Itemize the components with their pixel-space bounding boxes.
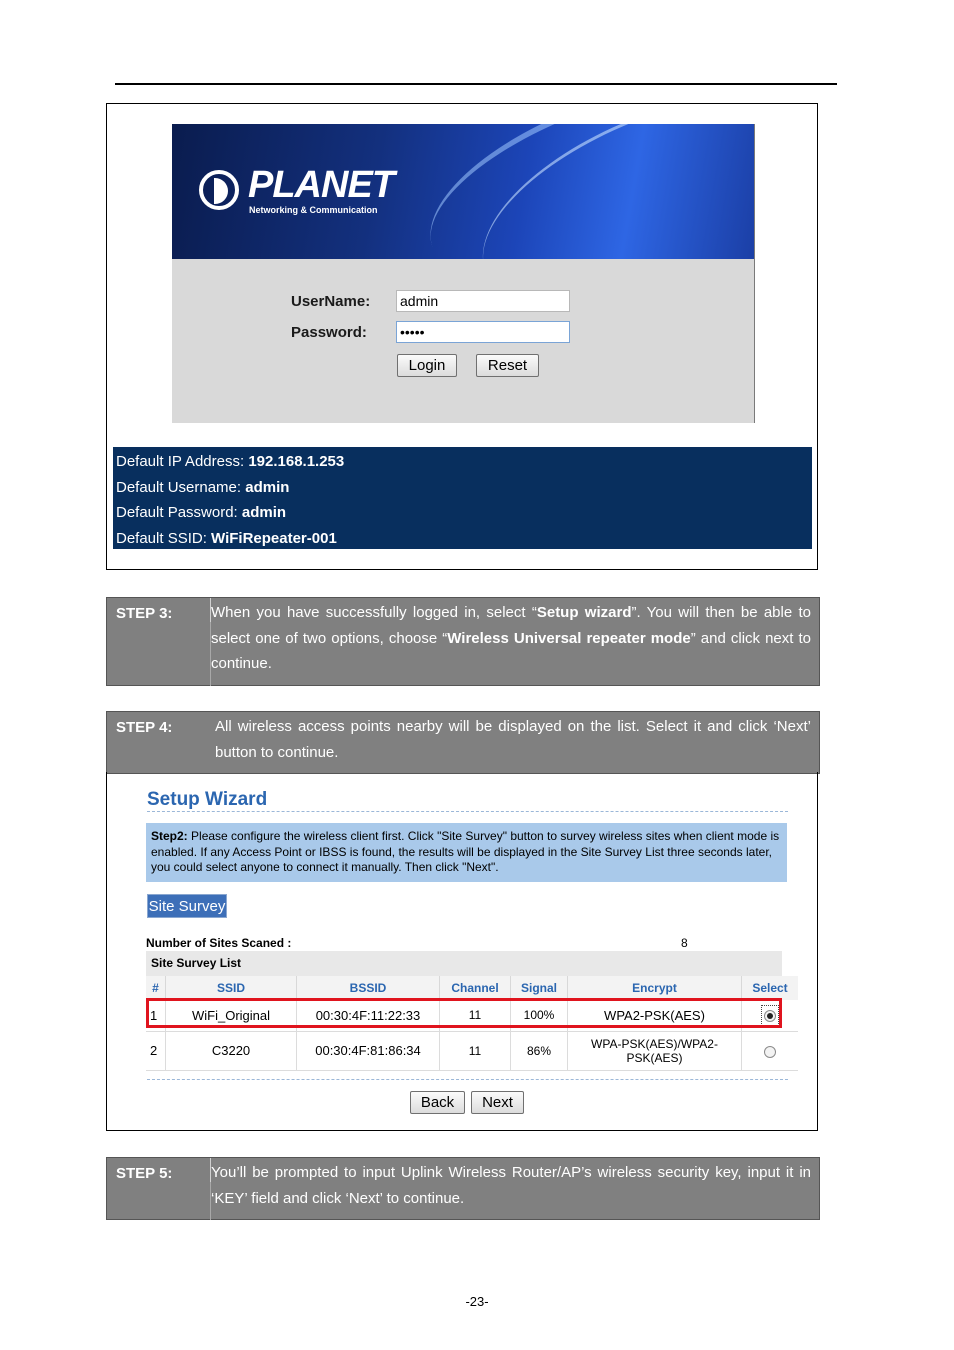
table-divider bbox=[147, 1079, 788, 1080]
row-bssid: 00:30:4F:81:86:34 bbox=[297, 1031, 440, 1070]
step4-bar bbox=[106, 711, 820, 774]
col-channel: Channel bbox=[440, 976, 511, 1000]
table-row[interactable] bbox=[146, 1031, 798, 1070]
step5-bar bbox=[106, 1157, 820, 1220]
back-button[interactable]: Back bbox=[410, 1091, 465, 1114]
step5-text: You’ll be prompted to input Uplink Wireless Router/AP’s wireless security key, input it in ‘KEY’ field and click ‘Next’ to continue. bbox=[211, 1164, 811, 1207]
col-encrypt: Encrypt bbox=[568, 976, 742, 1000]
row-ssid: C3220 bbox=[166, 1031, 297, 1070]
default-username-row: Default Username: admin bbox=[116, 479, 290, 496]
header-rule bbox=[115, 83, 837, 85]
default-settings-panel bbox=[113, 447, 812, 549]
sites-scanned-label: Number of Sites Scaned : bbox=[146, 936, 292, 950]
col-ssid: SSID bbox=[166, 976, 297, 1000]
site-survey-button[interactable]: Site Survey bbox=[147, 894, 227, 918]
col-num: # bbox=[146, 976, 166, 1000]
step3-text: When you have successfully logged in, select “Setup wizard”. You will then be able to select one of two options, choose “Wireless Universal repeater mode” and click next to continue. bbox=[211, 604, 811, 672]
planet-logo-subtitle: Networking & Communication bbox=[249, 205, 378, 215]
row-ssid: WiFi_Original bbox=[166, 1000, 297, 1031]
password-input[interactable]: ••••• bbox=[396, 321, 570, 343]
col-signal: Signal bbox=[511, 976, 568, 1000]
step4-label: STEP 4: bbox=[116, 719, 173, 736]
username-input[interactable]: admin bbox=[396, 290, 570, 312]
sites-scanned-value: 8 bbox=[681, 936, 688, 950]
username-label: UserName: bbox=[291, 293, 371, 310]
selected-row-highlight bbox=[146, 998, 782, 1028]
step3-label: STEP 3: bbox=[116, 605, 173, 622]
row-bssid: 00:30:4F:11:22:33 bbox=[297, 1000, 440, 1031]
planet-banner bbox=[172, 124, 754, 259]
site-survey-list-title: Site Survey List bbox=[146, 951, 782, 976]
password-label: Password: bbox=[291, 324, 367, 341]
reset-button[interactable]: Reset bbox=[476, 354, 539, 377]
row-channel: 11 bbox=[440, 1000, 511, 1031]
title-divider bbox=[147, 811, 788, 812]
wizard-instructions: Step2: Please configure the wireless client first. Click "Site Survey" button to survey wireless sites when client mode is enabled. If any Access Point or IBSS is found, the results will be displayed in the Site Survey List three seconds later, you could select anyone to connect it manually. Then click "Next". bbox=[146, 823, 787, 882]
col-select: Select bbox=[742, 976, 799, 1000]
step3-bar bbox=[106, 597, 820, 686]
row-signal: 86% bbox=[511, 1031, 568, 1070]
table-header-row bbox=[146, 976, 798, 1000]
setup-wizard-title: Setup Wizard bbox=[147, 789, 268, 810]
col-bssid: BSSID bbox=[297, 976, 440, 1000]
planet-logo-icon bbox=[199, 170, 239, 210]
step5-label: STEP 5: bbox=[116, 1165, 173, 1182]
default-ip-row: Default IP Address: 192.168.1.253 bbox=[116, 453, 345, 470]
page-number: -23- bbox=[465, 1294, 489, 1309]
next-button[interactable]: Next bbox=[471, 1091, 524, 1114]
row-signal: 100% bbox=[511, 1000, 568, 1031]
login-screenshot bbox=[172, 124, 755, 423]
default-password-row: Default Password: admin bbox=[116, 504, 287, 521]
row-num: 2 bbox=[146, 1031, 166, 1070]
step4-text: All wireless access points nearby will be displayed on the list. Select it and click ‘Next’ button to continue. bbox=[215, 718, 811, 761]
select-radio[interactable] bbox=[764, 1046, 776, 1058]
login-button[interactable]: Login bbox=[397, 354, 457, 377]
row-num: 1 bbox=[146, 1000, 166, 1031]
row-channel: 11 bbox=[440, 1031, 511, 1070]
row-encrypt: WPA-PSK(AES)/WPA2-PSK(AES) bbox=[568, 1031, 742, 1070]
default-ssid-row: Default SSID: WiFiRepeater-001 bbox=[116, 530, 337, 547]
planet-logo-text: PLANET bbox=[248, 164, 394, 206]
row-encrypt: WPA2-PSK(AES) bbox=[568, 1000, 742, 1031]
